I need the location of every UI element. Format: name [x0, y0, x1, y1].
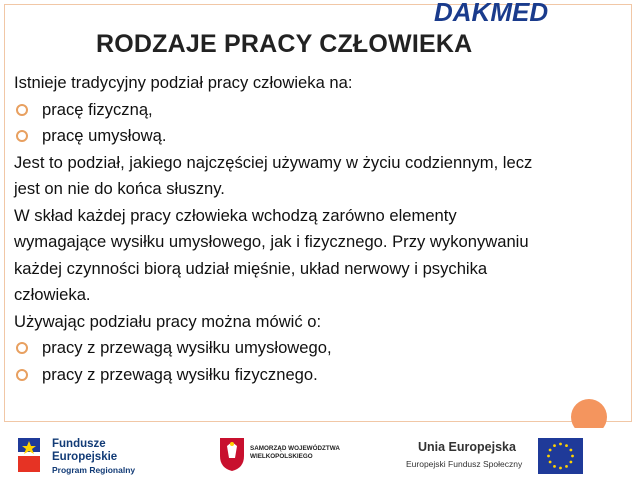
dakmed-logo: [430, 0, 630, 24]
list-item-text: pracy z przewagą wysiłku fizycznego.: [42, 364, 318, 384]
fundusze-europejskie-logo: [12, 434, 152, 478]
ue-line2: Europejski Fundusz Społeczny: [406, 459, 523, 469]
samorzad-logo: [218, 436, 378, 476]
unia-europejska-logo: [398, 438, 638, 476]
list-item-text: pracę fizyczną,: [42, 99, 153, 119]
list-item: [14, 335, 614, 362]
paragraph-line: Jest to podział, jakiego najczęściej używamy w życiu codziennym, lecz: [14, 152, 533, 172]
coat-of-arms-icon: [218, 436, 246, 472]
list-item: [14, 362, 614, 389]
paragraph-line: człowieka.: [14, 285, 91, 304]
footer-logos: [0, 428, 638, 478]
sam-line1: SAMORZĄD WOJEWÓDZTWA: [250, 445, 340, 452]
bullet-icon: [16, 130, 28, 142]
paragraph-line: wymagające wysiłku umysłowego, jak i fizycznego. Przy wykonywaniu: [14, 232, 529, 251]
bullet-icon: [16, 342, 28, 354]
list-item: [14, 123, 614, 150]
list-item-text: pracę umysłową.: [42, 126, 167, 145]
ue-line1: Unia Europejska: [418, 440, 516, 454]
sam-line2: WIELKOPOLSKIEGO: [250, 453, 313, 460]
intro-text: Istnieje tradycyjny podział pracy człowieka na:: [14, 73, 353, 92]
list-item: [14, 97, 614, 124]
fe-star-icon: [12, 434, 48, 476]
fe-line3: Program Regionalny: [52, 465, 136, 475]
dakmed-logo-text: DAKMED: [434, 0, 549, 24]
paragraph-line: W skład każdej pracy człowieka wchodzą zarówno elementy: [14, 205, 457, 225]
bullet-icon: [16, 104, 28, 116]
eu-flag-icon: [538, 438, 583, 474]
list-item-text: pracy z przewagą wysiłku umysłowego,: [42, 338, 332, 357]
bullet-icon: [16, 369, 28, 381]
paragraph-line: jest on nie do końca słuszny.: [14, 179, 225, 198]
paragraph-line: każdej czynności biorą udział mięśnie, układ nerwowy i psychika: [14, 258, 488, 278]
fe-line2: Europejskie: [52, 451, 118, 463]
content-body: [14, 70, 614, 388]
fe-line1: Fundusze: [52, 438, 106, 450]
paragraph-line: Używając podziału pracy można mówić o:: [14, 311, 322, 331]
page-title: RODZAJE PRACY CZŁOWIEKA: [96, 30, 473, 58]
